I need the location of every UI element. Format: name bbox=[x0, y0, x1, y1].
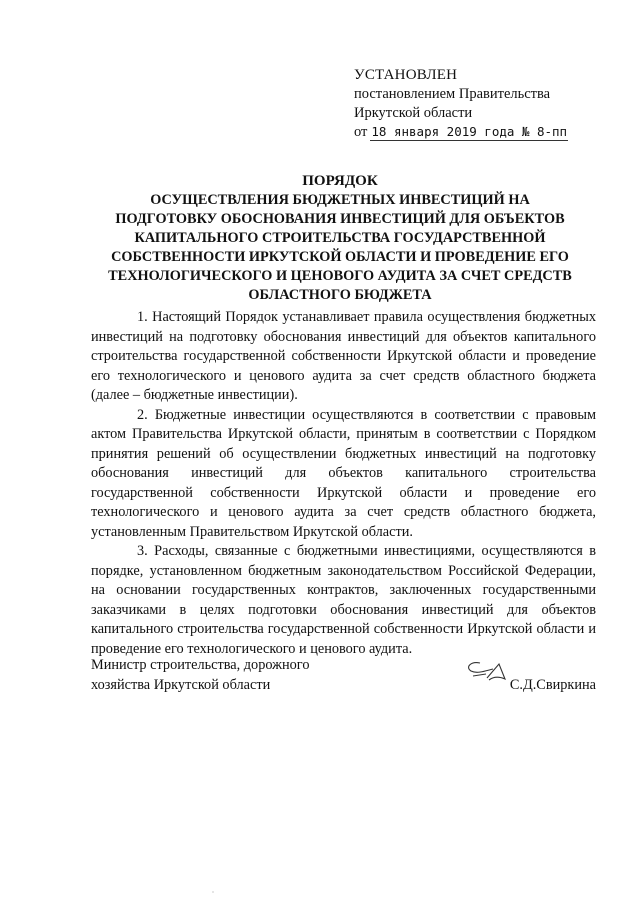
signer-name: С.Д.Свиркина bbox=[509, 677, 596, 693]
title-line: ОСУЩЕСТВЛЕНИЯ БЮДЖЕТНЫХ ИНВЕСТИЦИЙ НА bbox=[150, 192, 530, 208]
signer-position-line-2: хозяйства Иркутской области bbox=[91, 676, 271, 693]
document-title bbox=[60, 172, 620, 305]
document-body bbox=[91, 308, 596, 659]
title-line: ОБЛАСТНОГО БЮДЖЕТА bbox=[248, 287, 432, 303]
paragraph-2: 2. Бюджетные инвестиции осуществляются в соответствии с правовым актом Правительства Иркутской области, принятым в соответствии с Порядком принятия решений об осуществлении бюджетных инвестиций на подготовку обоснования инвестиций для объектов капитального строительства государственной собственности Иркутской области и проведение его технологического и ценового аудита за счет средств областного бюджета, установленным Правительством Иркутской области. bbox=[91, 406, 596, 540]
paragraph-3: 3. Расходы, связанные с бюджетными инвестициями, осуществляются в порядке, установленном бюджетным законодательством Российской Федерации, на основании государственных контрактов, заключенных государственными заказчиками в целях подготовки обоснования инвестиций для объектов капитального строительства государственной собственности Иркутской области и проведение его технологического и ценового аудита. bbox=[91, 543, 596, 657]
title-line: ТЕХНОЛОГИЧЕСКОГО И ЦЕНОВОГО АУДИТА ЗА СЧЕТ СРЕДСТВ bbox=[108, 268, 572, 284]
approval-date-prefix: от bbox=[354, 124, 368, 140]
signature-block bbox=[91, 656, 596, 700]
approval-date-row bbox=[354, 123, 624, 142]
approval-date-value: 18 января 2019 года № 8-пп bbox=[371, 124, 568, 139]
approval-stamp bbox=[354, 66, 624, 142]
signer-position-line-1: Министр строительства, дорожного bbox=[91, 657, 310, 673]
scan-speck bbox=[212, 891, 214, 893]
approval-line-2: Иркутской области bbox=[354, 105, 473, 121]
title-line: КАПИТАЛЬНОГО СТРОИТЕЛЬСТВА ГОСУДАРСТВЕННОЙ bbox=[134, 230, 546, 246]
approval-status: УСТАНОВЛЕН bbox=[354, 67, 458, 83]
title-line: ПОДГОТОВКУ ОБОСНОВАНИЯ ИНВЕСТИЦИЙ ДЛЯ ОБЪЕКТОВ bbox=[115, 211, 565, 227]
approval-line-1: постановлением Правительства bbox=[354, 86, 551, 102]
paragraph-1: 1. Настоящий Порядок устанавливает правила осуществления бюджетных инвестиций на подготовку обоснования инвестиций для объектов капитального строительства государственной собственности Иркутской области и проведение его технологического и ценового аудита за счет средств областного бюджета (далее – бюджетные инвестиции). bbox=[91, 309, 596, 403]
title-line: СОБСТВЕННОСТИ ИРКУТСКОЙ ОБЛАСТИ И ПРОВЕДЕНИЕ ЕГО bbox=[111, 249, 569, 265]
title-heading: ПОРЯДОК bbox=[302, 173, 378, 189]
signer-position bbox=[91, 656, 341, 695]
